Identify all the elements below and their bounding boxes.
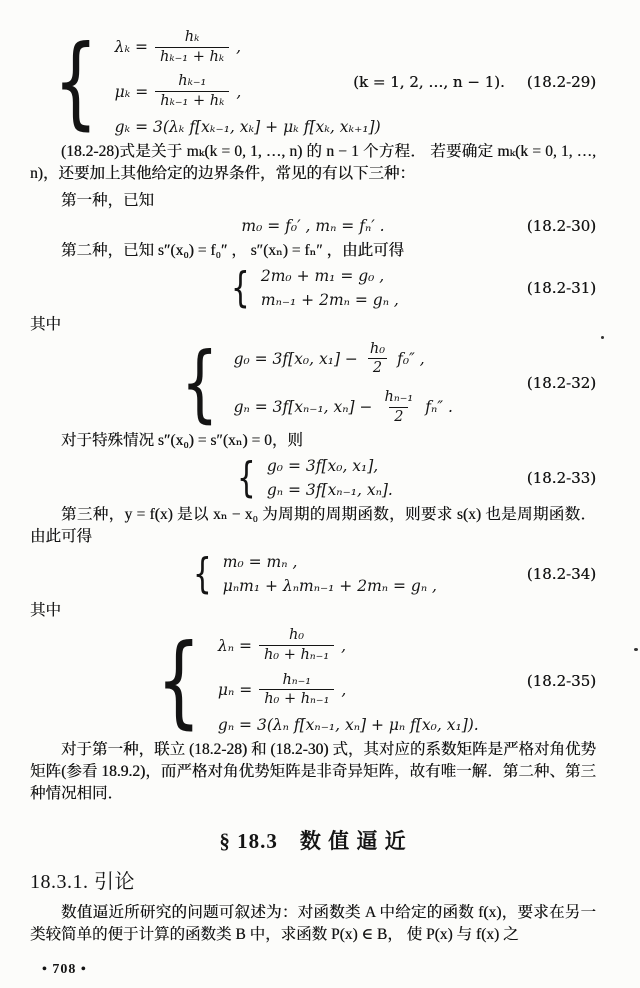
eq-lhs: μₖ = (114, 82, 149, 101)
equation-line: m₀ = mₙ , (222, 553, 298, 572)
paragraph-second-kind: 第二种，已知 s″(x₀) = f₀″ ， s″(xₙ) = fₙ″ ，由此可得 (61, 241, 405, 259)
equation-line: μₙm₁ + λₙmₙ₋₁ + 2mₙ = gₙ , (222, 577, 437, 596)
equation-34 (30, 549, 596, 599)
fraction (259, 627, 334, 663)
equation-35 (30, 621, 596, 739)
fraction-numerator: hₖ₋₁ (178, 73, 207, 90)
fraction-numerator: h₀ (369, 340, 386, 357)
equation-line: gₙ = 3(λₙ f[xₙ₋₁, xₙ] + μₙ f[x₀, x₁]). (217, 716, 479, 735)
equation-29-annotation (353, 73, 596, 91)
system-brace: { (53, 23, 99, 141)
paragraph-intro: 数值逼近所研究的问题可叙述为：对函数类 A 中给定的函数 f(x)，要求在另一类较简单的便于计算的函数类 B 中，求函数 P(x) ∈ B， 使 P(x) 与 f(x) 之 (30, 904, 596, 944)
equation-30-annotation (527, 217, 596, 235)
system-brace: { (231, 262, 250, 312)
fraction-denominator: 2 (389, 407, 408, 426)
equation-35-annotation (527, 672, 596, 690)
equation-line: g₀ = 3f[x₀, x₁], (266, 457, 379, 476)
eq-lhs: μₙ = (217, 680, 253, 699)
system-brace: { (193, 549, 212, 599)
fraction (155, 73, 229, 109)
system-brace: { (156, 621, 202, 739)
paragraph-boundary-conditions: (18.2-28)式是关于 mₖ(k = 0, 1, …, n) 的 n − 1 个方程． 若要确定 mₖ(k = 0, 1, …, n)，还要加上其他给定的边界条件，常见的有以下三种： (30, 142, 596, 182)
ink-speck (634, 648, 638, 651)
equation-line (218, 672, 346, 708)
paragraph-among-2: 其中 (30, 602, 62, 620)
eq-lhs: λₙ = (217, 636, 252, 655)
page-number: • 708 • (42, 962, 87, 978)
equation-line: mₙ₋₁ + 2mₙ = gₙ , (260, 290, 399, 309)
equation-34-lines (223, 553, 437, 595)
fraction (365, 341, 390, 377)
equation-29-system (44, 23, 381, 141)
eq-lhs: λₖ = (114, 38, 149, 57)
equation-line (234, 389, 453, 425)
equation-label: (18.2-30) (526, 216, 596, 235)
equation-line: m₀ = f₀′ , mₙ = fₙ′ . (241, 216, 385, 235)
paragraph-closing: 对于第一种，联立 (18.2-28) 和 (18.2-30) 式，其对应的系数矩阵是严格对角优势矩阵(参看 18.9.2)，而严格对角优势矩阵是非奇异矩阵，故有唯一解．第二种、第三种情况相同． (30, 741, 596, 803)
equation-label: (18.2-34) (526, 565, 596, 584)
equation-34-annotation (527, 565, 596, 583)
fraction (259, 672, 334, 708)
eq-tail: fₙ″ . (425, 398, 453, 417)
equation-35-lines (218, 627, 479, 734)
equation-35-system (147, 621, 479, 739)
fraction (380, 389, 419, 425)
fraction-numerator: hₖ (184, 29, 200, 45)
paragraph-special-case: 对于特殊情况 s″(x₀) = s″(xₙ) = 0，则 (61, 432, 303, 450)
equation-label: (18.2-29) (526, 73, 596, 92)
equation-32-system (173, 334, 453, 433)
equation-34-system (189, 549, 437, 599)
equation-33-lines (267, 457, 393, 499)
equation-line: gₖ = 3(λₖ f[xₖ₋₁, xₖ] + μₖ f[xₖ, xₖ₊₁]) (114, 117, 381, 136)
equation-line (218, 627, 346, 663)
equation-33-system (233, 453, 393, 503)
eq-tail: , (236, 38, 242, 57)
eq-lhs: g₀ = 3f[x₀, x₁] − (233, 349, 358, 368)
fraction-denominator: hₖ₋₁ + hₖ (155, 91, 229, 110)
system-brace: { (181, 334, 219, 433)
equation-31-system (227, 262, 399, 312)
equation-line: 2m₀ + m₁ = g₀ , (260, 266, 385, 285)
equation-32-annotation (527, 374, 596, 392)
paragraph-third-kind: 第三种，y = f(x) 是以 xₙ − x₀ 为周期的周期函数，则要求 s(x) 也是周期函数．由此可得 (30, 506, 596, 546)
section-heading: § 18.3 数 值 逼 近 (219, 829, 407, 854)
equation-31 (30, 262, 596, 312)
equation-32-lines (234, 341, 453, 426)
equation-30 (30, 217, 596, 235)
fraction-denominator: h₀ + hₙ₋₁ (259, 689, 334, 708)
fraction-denominator: h₀ + hₙ₋₁ (259, 645, 334, 664)
fraction (155, 29, 229, 65)
equation-32 (30, 334, 596, 433)
equation-line (115, 29, 241, 65)
equation-label: (18.2-35) (526, 671, 596, 690)
system-brace: { (237, 453, 256, 503)
equation-line (115, 73, 242, 109)
equation-line (234, 341, 425, 377)
equation-line: gₙ = 3f[xₙ₋₁, xₙ]. (266, 481, 393, 500)
equation-label: (18.2-31) (526, 278, 596, 297)
fraction-numerator: h₀ (288, 627, 305, 644)
equation-29-lines (115, 29, 381, 136)
subsection-heading: 18.3.1. 引论 (30, 871, 135, 894)
fraction-denominator: hₖ₋₁ + hₖ (155, 47, 229, 66)
equation-31-lines (261, 267, 399, 309)
paragraph-first-kind: 第一种，已知 (61, 191, 155, 209)
equation-label: (18.2-33) (526, 469, 596, 488)
fraction-numerator: hₙ₋₁ (384, 389, 414, 406)
ink-speck (601, 336, 604, 339)
equation-29 (30, 23, 596, 141)
equation-label: (18.2-32) (526, 374, 596, 393)
paragraph-among-1: 其中 (30, 315, 62, 333)
eq-tail: , (341, 636, 347, 655)
eq-tail: f₀″ , (397, 349, 425, 368)
eq-lhs: gₙ = 3f[xₙ₋₁, xₙ] − (233, 398, 373, 417)
equation-33 (30, 453, 596, 503)
equation-31-annotation (527, 279, 596, 297)
eq-tail: , (341, 680, 347, 699)
fraction-denominator: 2 (368, 358, 387, 377)
equation-33-annotation (527, 469, 596, 487)
equation-condition: (k = 1, 2, …, n − 1). (353, 73, 505, 92)
eq-tail: , (236, 82, 242, 101)
fraction-numerator: hₙ₋₁ (282, 671, 312, 688)
